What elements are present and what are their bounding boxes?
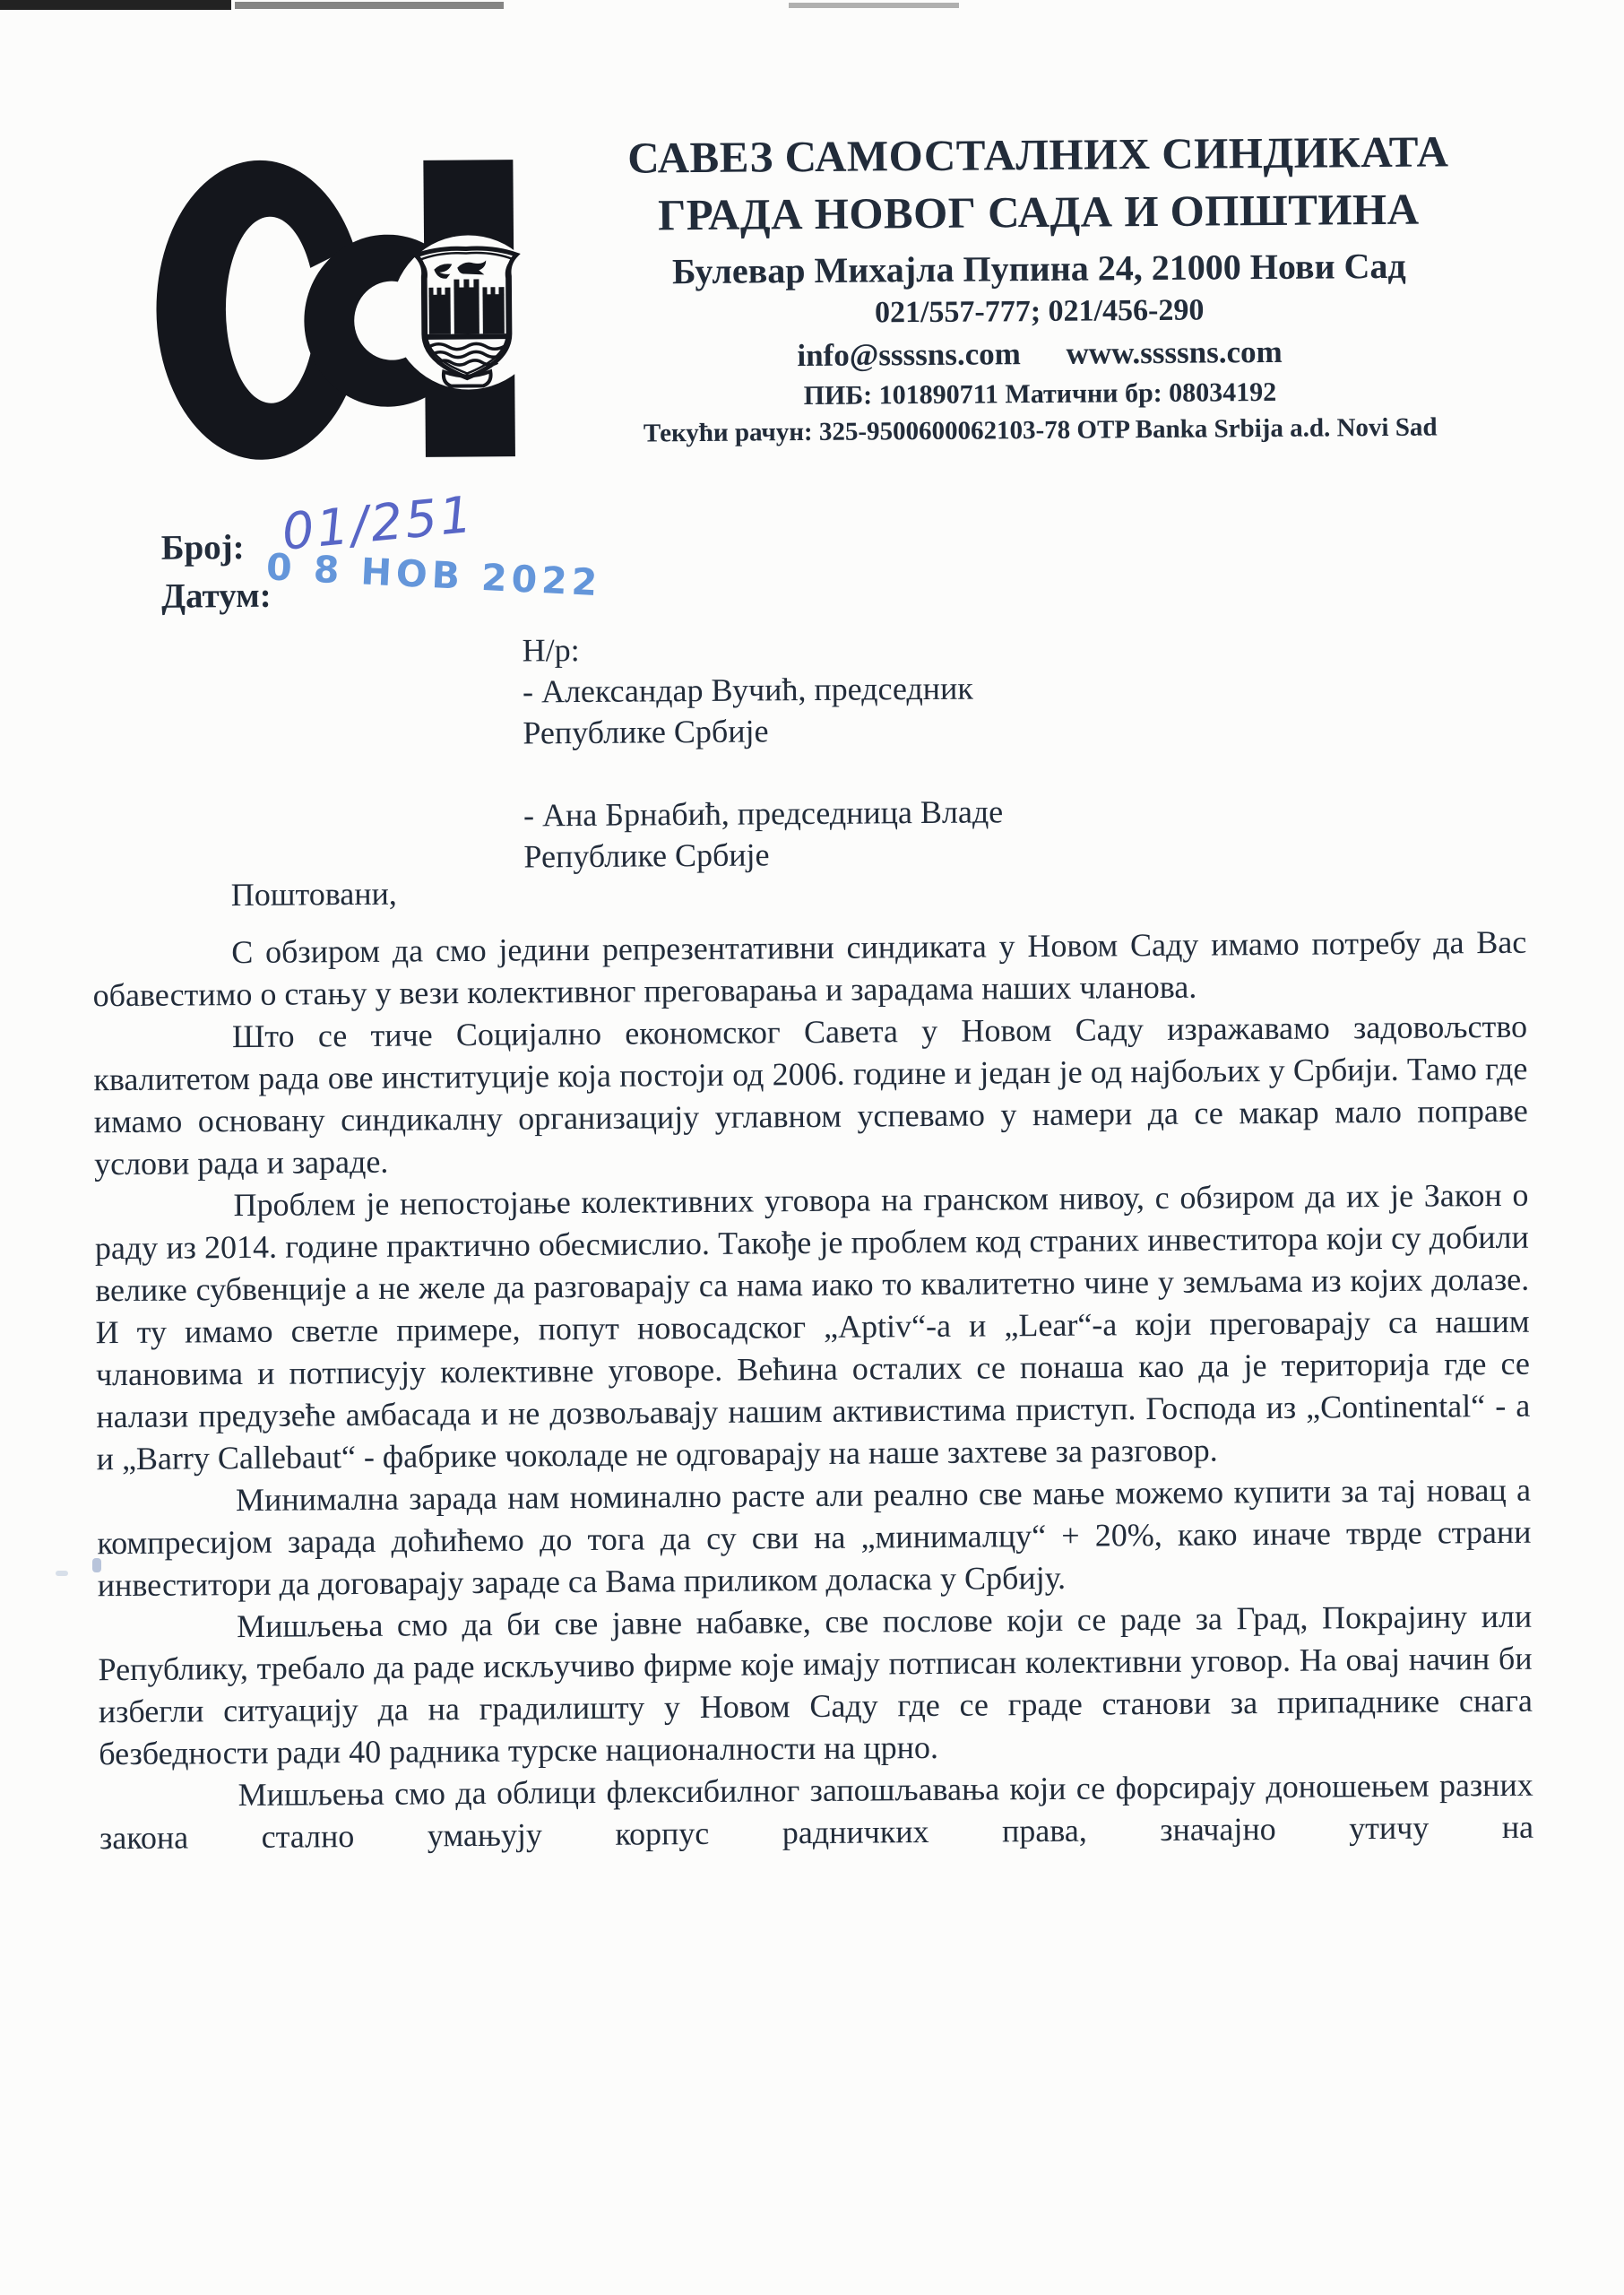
recipients-block: [522, 626, 1003, 877]
paragraph: С обзиром да смо једини репрезентативни синдиката у Новом Саду имамо потребу да Вас обавестимо о стању у вези колективног преговарања и зарадама наших чланова.: [92, 923, 1527, 1014]
ref-number-label: Број:: [160, 527, 245, 567]
org-website: www.ssssns.com: [1066, 333, 1283, 371]
paragraph: Проблем је непостојање колективних уговора на гранском нивоу, с обзиром да их је Закон о раду из 2014. године практично обесмислио. Такође је проблем код страних инвеститора који су добили велике субвенције а не желе да разговарају са нама иако то квалитетно чине у земљама из којих долазе. И ту имамо светле примере, попут новосадског „Aptiv“-а и „Lear“-а који преговарају са нашим члановима и потписују колективне уговоре. Већина осталих се понаша као да је територија где се налази предузеће амбасада и не дозвољавају нашим активистима приступ. Господа из „Continental“ - а и „Barry Callebaut“ - фабрике чоколаде не одговарају на наше захтеве за разговор.: [94, 1176, 1531, 1477]
paragraph: Што се тиче Социјално економског Савета у Новом Саду изражавамо задовољство квалитетом рада ове институције која постоји од 2006. године и један је од најбољих у Србији. Тамо где имамо основану синдикалну организацију углавном успевамо у намери да се макар мало поправе услови рада и зараде.: [93, 1008, 1528, 1182]
ref-number-handwritten: 01/251: [279, 485, 478, 562]
recipient-line: - Ана Брнабић, председница Владе: [523, 793, 1004, 834]
attn-label: Н/р:: [522, 632, 580, 669]
org-logo-icon: [117, 156, 541, 463]
recipient-line: - Александар Вучић, председник: [522, 670, 973, 710]
org-address: Булевар Михајла Пупина 24, 21000 Нови Сад: [671, 245, 1406, 291]
org-bank-account: Текући рачун: 325-9500600062103-78 OTP Banka Srbija a.d. Novi Sad: [643, 412, 1438, 448]
org-email: info@ssssns.com: [797, 336, 1021, 374]
org-contacts: [542, 332, 1537, 377]
date-stamp: 0 8 НОВ 2022: [265, 545, 603, 605]
org-phones: 021/557-777; 021/456-290: [874, 293, 1205, 330]
org-name-line1: САВЕЗ САМОСТАЛНИХ СИНДИКАТА: [626, 126, 1449, 183]
letterhead: [540, 126, 1538, 450]
paragraph-cut-off-at-page-end: Мишљења смо да облици флексибилног запошљавања који се форсирају доношењем разних закона стално умањују корпус радничких права, значајно утичу на: [99, 1766, 1534, 1857]
letter-body: [92, 922, 1533, 1860]
paragraph: Мишљења смо да би све јавне набавке, све послове који се раде за Град, Покрајину или Републику, требало да раде искључиво фирме које имају потписан колективни уговор. На овај начин би избегли ситуацију да на градилишту у Новом Саду где се граде станови за припаднике снага безбедности ради 40 радника турске националности на црно.: [98, 1598, 1533, 1772]
recipient-line: Републике Србије: [523, 713, 769, 751]
recipient-line: Републике Србије: [523, 836, 770, 875]
ref-date-label: Датум:: [160, 576, 272, 616]
paragraph: Минимална зарада нам номинално расте али реално све мање можемо купити за тај новац а компресијом зарада доћићемо до тога да су сви на „минималцу“ + 20%, како иначе тврде страни инвеститори да договарају зараде са Вама приликом доласка у Србију.: [97, 1471, 1532, 1604]
org-tax-ids: ПИБ: 101890711 Матични бр: 08034192: [803, 377, 1277, 411]
org-name-line2: ГРАДА НОВОГ САДА И ОПШТИНА: [657, 184, 1420, 240]
salutation: Поштовани,: [230, 875, 397, 914]
